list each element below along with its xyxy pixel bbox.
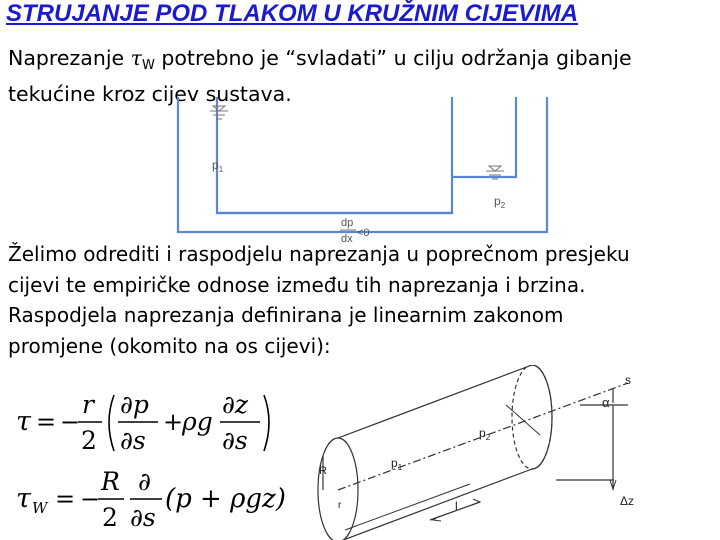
r-label: r (338, 500, 342, 511)
eq2-d: ∂ (138, 467, 151, 496)
dz-label: Δz (620, 494, 635, 508)
eq1-ds1: ∂s (120, 426, 146, 455)
eq1-dp: ∂p (120, 390, 149, 419)
body-line-2: cijevi te empiričke odnose između tih naprezanja i brzina. (8, 272, 586, 297)
eq2-two: 2 (102, 503, 118, 532)
eq2-R: R (101, 467, 120, 496)
p1-pipe-label: $p_1$ (391, 456, 403, 472)
eq1-rhog: ρg (182, 407, 213, 436)
body-line-4: promjene (okomito na os cijevi): (8, 333, 331, 358)
equation-tau-w (10, 462, 300, 534)
tau-subscript: W (141, 58, 155, 73)
pipe-end-left (318, 438, 358, 540)
eq1-minus: − (60, 408, 81, 436)
eq1-ds2: ∂s (222, 426, 248, 455)
intro-text-after: potrebno je “svladati” u cilju održanja gibanje (154, 46, 632, 70)
alpha-label: α (602, 395, 610, 410)
equation-tau (10, 385, 280, 457)
eq1-plus: + (163, 408, 184, 436)
l-label: l (455, 499, 458, 513)
eq1-two: 2 (81, 426, 97, 455)
p2-pipe-label: $p_2$ (479, 426, 491, 442)
eq1-dz: ∂z (222, 390, 249, 419)
tank-outline-outer (178, 97, 547, 232)
dp-label: dp (341, 217, 354, 229)
body-paragraph (8, 239, 630, 361)
lt0-label: <0 (357, 227, 370, 239)
eq2-tau-sub: W (32, 499, 48, 517)
intro-text-before: Naprezanje (8, 46, 131, 70)
eq2-equals: = (55, 485, 76, 513)
eq2-tau: τ (16, 483, 31, 514)
eq2-paren: (p + ρgz) (165, 484, 286, 514)
water-level-marker-1 (213, 106, 225, 111)
intro-line-2: tekućine kroz cijev sustava. (8, 82, 292, 106)
dx-label: dx (341, 233, 353, 245)
R-label: R (319, 465, 327, 477)
intro-line-1 (8, 44, 632, 80)
eq2-minus: − (80, 485, 101, 513)
tank-diagram (160, 95, 555, 247)
slide-title: STRUJANJE POD TLAKOM U KRUŽNIM CIJEVIMA (6, 0, 579, 27)
eq1-r: r (82, 390, 94, 419)
tank-outline-inner (217, 97, 516, 213)
water-level-marker-2 (489, 166, 501, 171)
eq1-tau: τ (16, 406, 31, 437)
body-line-1: Želimo odrediti i raspodjelu naprezanja u poprečnom presjeku (8, 242, 630, 266)
body-line-3: Raspodjela naprezanja definirana je linearnim zakonom (8, 303, 564, 327)
s-label: s (625, 373, 631, 387)
eq2-ds: ∂s (130, 503, 156, 532)
p1-label: $p_1$ (212, 158, 224, 174)
pipe-diagram (300, 365, 650, 540)
tau-symbol: τ (130, 46, 142, 70)
p2-label: $p_2$ (494, 194, 506, 210)
eq1-equals: = (36, 408, 57, 436)
